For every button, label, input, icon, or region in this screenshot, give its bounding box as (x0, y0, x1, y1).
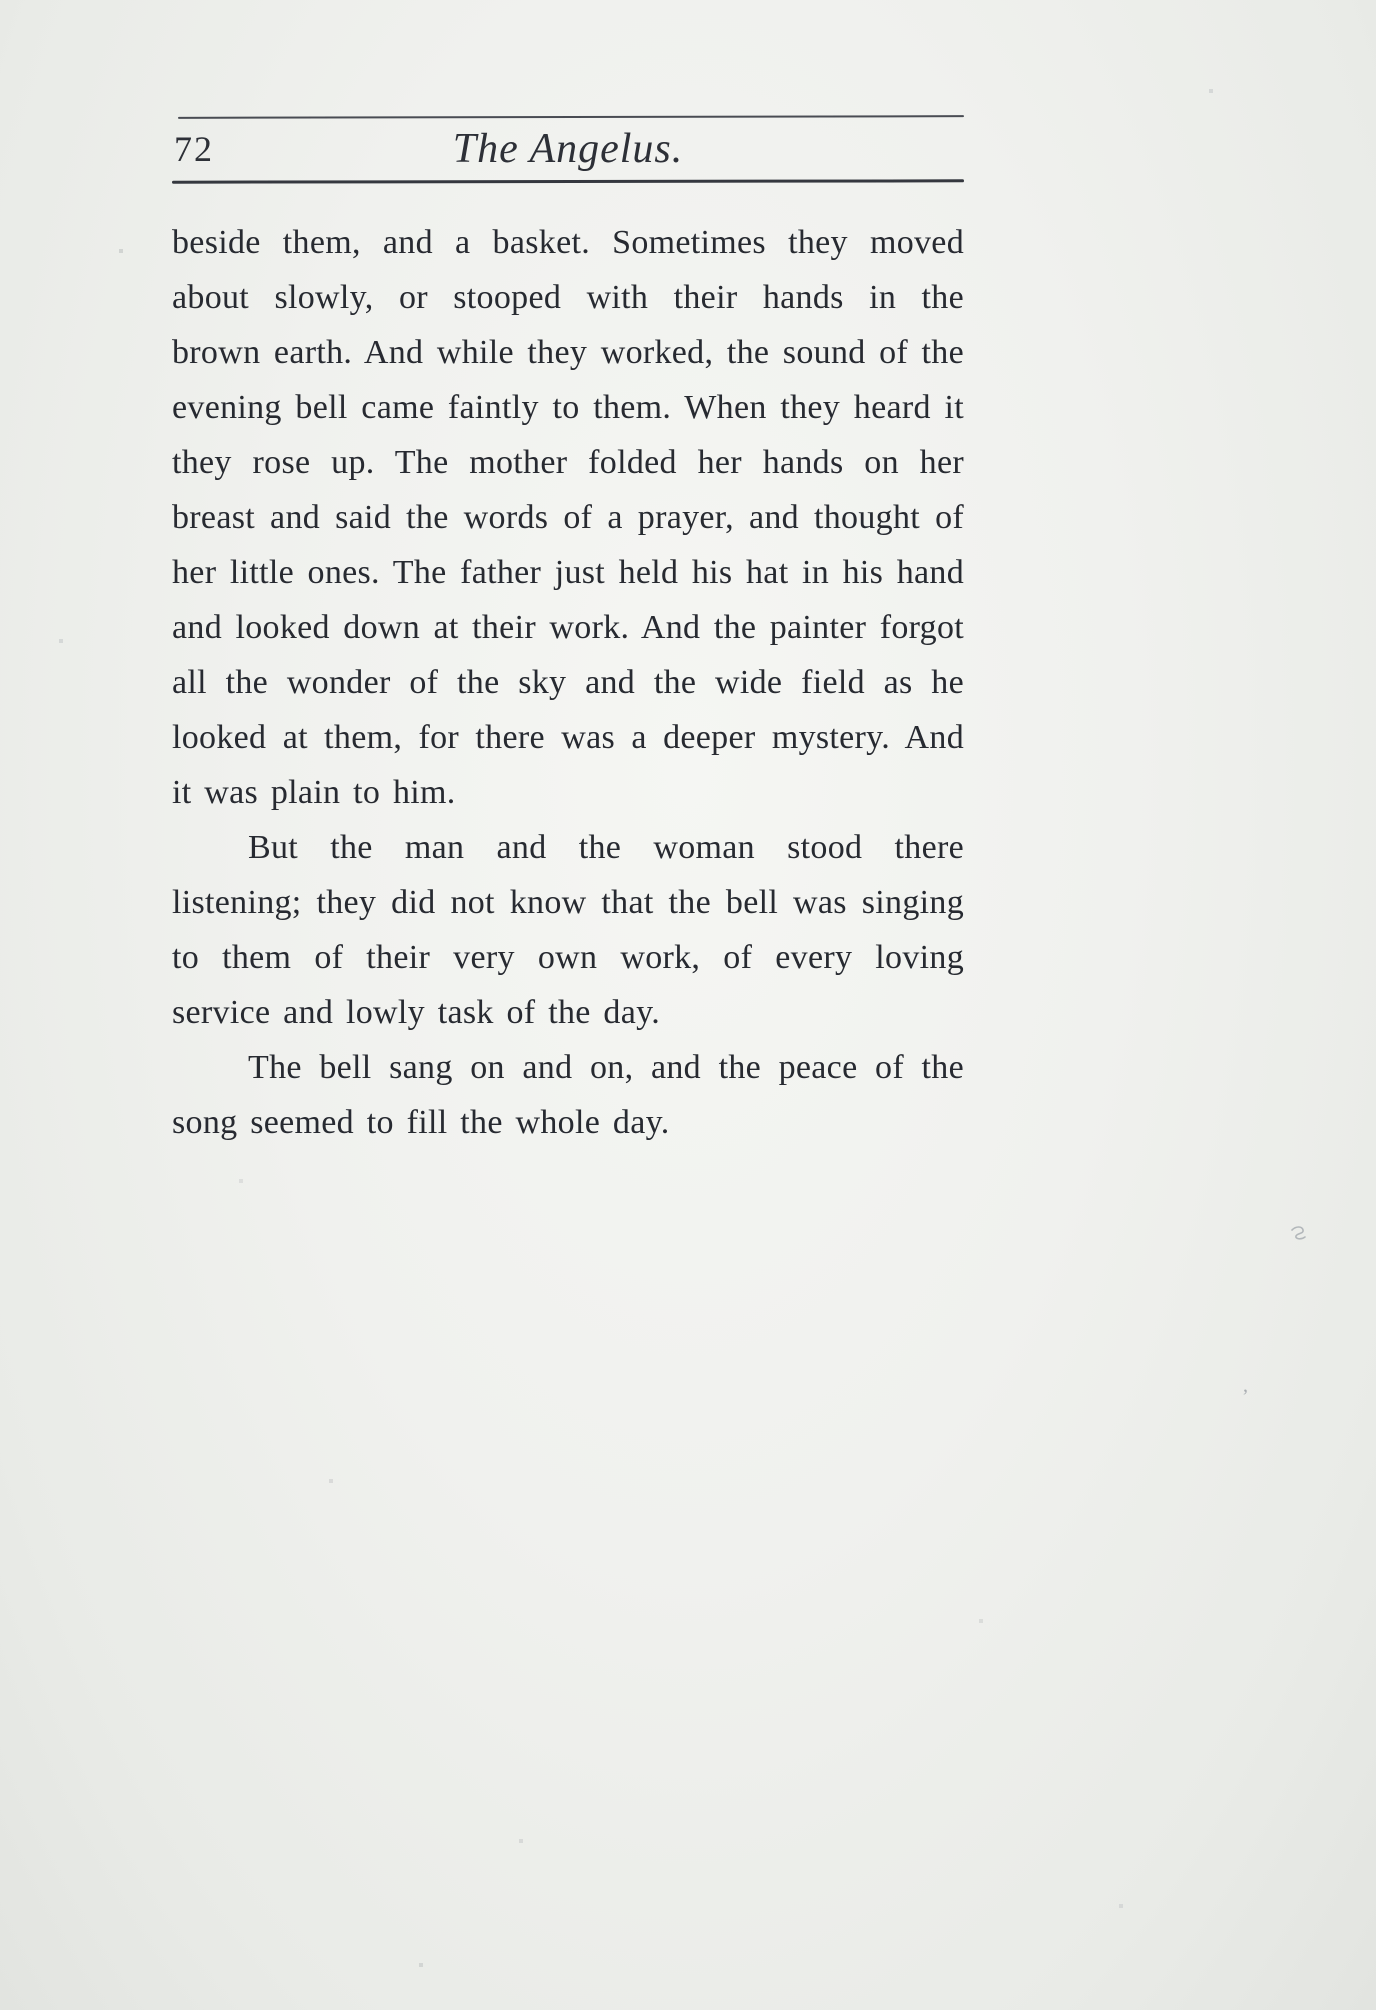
page-title: The Angelus. (452, 126, 684, 172)
header-rule-bottom (172, 179, 964, 183)
scan-artifact-mark: ʼ (1242, 1386, 1249, 1408)
body-paragraph: But the man and the woman stood there listening; they did not know that the bell was singing to them of their very own work, of every loving service and lowly task of the day. (172, 829, 964, 1031)
body-paragraph: The bell sang on and on, and the peace of the song seemed to fill the whole day. (172, 1049, 964, 1141)
scan-noise-speckles (0, 0, 2, 2)
body-text (172, 215, 964, 1150)
body-paragraph: beside them, and a basket. Sometimes they moved about slowly, or stooped with their hands in the brown earth. And while they worked, the sound of the evening bell came faintly to them. When they heard it they rose up. The mother folded her hands on her breast and said the words of a prayer, and thought of her little ones. The father just held his hat in his hand and looked down at their work. And the painter forgot all the wonder of the sky and the wide field as he looked at them, for there was a deeper mystery. And it was plain to him. (172, 224, 964, 811)
page-number: 72 (174, 129, 214, 169)
page-header (172, 116, 964, 183)
header-row (172, 118, 964, 180)
scan-artifact-squiggle (1288, 1224, 1310, 1244)
page-content (172, 116, 964, 1150)
